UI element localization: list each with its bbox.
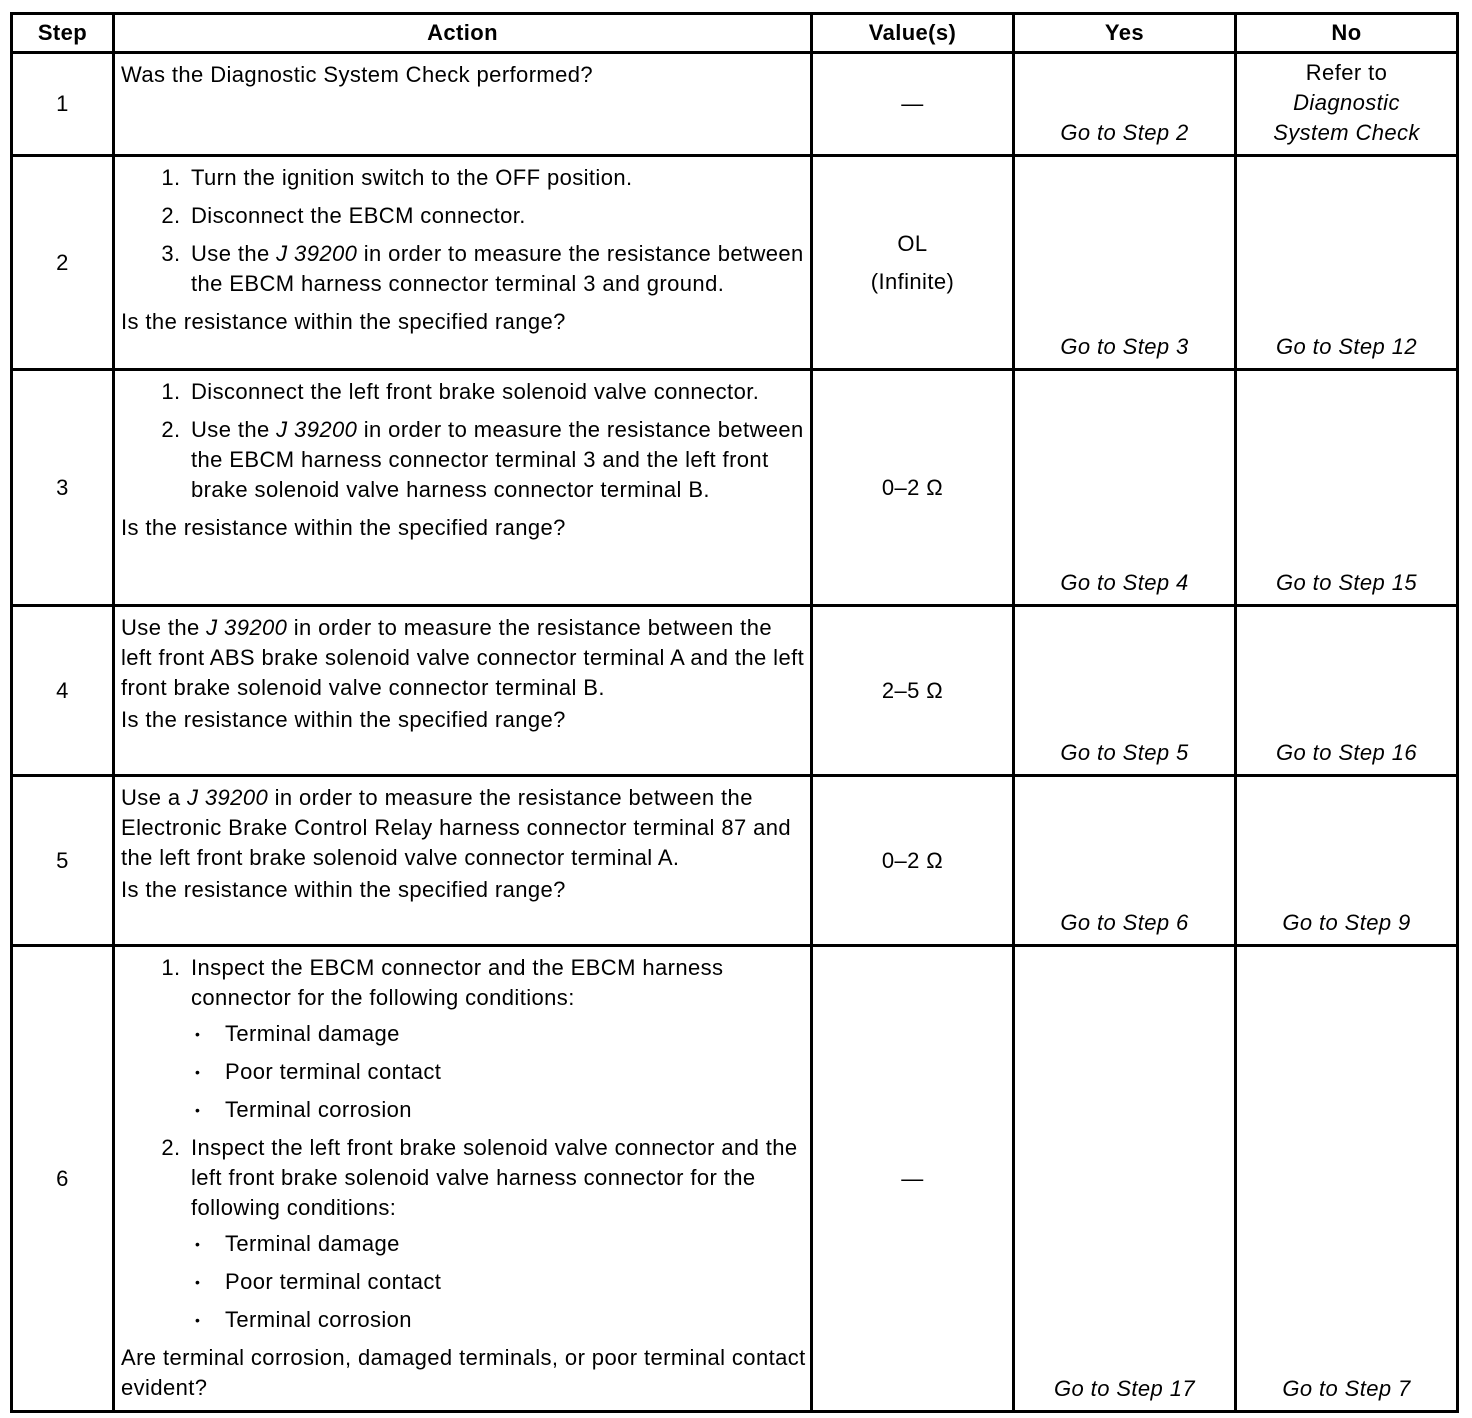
no-cell: Go to Step 12 [1236, 156, 1458, 370]
condition-item: • Terminal damage [221, 1229, 806, 1259]
condition-item: • Poor terminal contact [221, 1057, 806, 1087]
no-cell: Go to Step 9 [1236, 776, 1458, 946]
header-values: Value(s) [812, 14, 1014, 53]
instruction-post: in order to measure the resistance between the EBCM harness connector terminal 3 and ground. [191, 241, 804, 296]
step-number: 4 [12, 606, 114, 776]
yes-cell: Go to Step 5 [1014, 606, 1236, 776]
question-text: Was the Diagnostic System Check performed? [121, 62, 594, 87]
condition-list [191, 1019, 806, 1125]
instruction-text: Inspect the left front brake solenoid valve connector and the left front brake solenoid valve harness connector for the following conditions: [191, 1135, 798, 1220]
condition-item: • Terminal corrosion [221, 1095, 806, 1125]
instruction-list [121, 953, 806, 1335]
no-cell [1236, 53, 1458, 156]
action-cell [114, 53, 812, 156]
instruction-item [187, 953, 806, 1125]
tool-name: J 39200 [276, 417, 358, 442]
value-cell: 0–2 Ω [812, 370, 1014, 606]
instruction-item [187, 415, 806, 505]
value-line: OL [897, 230, 928, 256]
instruction-item [187, 1133, 806, 1335]
tool-name: J 39200 [187, 785, 269, 810]
header-row [12, 14, 1458, 53]
no-cell: Go to Step 7 [1236, 946, 1458, 1412]
question-text: Is the resistance within the specified range? [121, 309, 566, 334]
table-row-step-1 [12, 53, 1458, 156]
condition-item: • Terminal damage [221, 1019, 806, 1049]
instruction-post: in order to measure the resistance between the left front ABS brake solenoid valve connector terminal A and the left front brake solenoid valve connector terminal B. [121, 615, 805, 700]
header-action: Action [114, 14, 812, 53]
question-text: Is the resistance within the specified range? [121, 515, 566, 540]
diagnostic-table [10, 12, 1459, 1413]
no-prefix: Refer to [1305, 60, 1388, 85]
instruction-item: 2. Disconnect the EBCM connector. [187, 201, 806, 231]
table-row-step-2 [12, 156, 1458, 370]
instruction-pre: Use the [121, 615, 200, 640]
condition-item: • Poor terminal contact [221, 1267, 806, 1297]
yes-cell: Go to Step 6 [1014, 776, 1236, 946]
header-yes: Yes [1014, 14, 1236, 53]
table-row-step-4 [12, 606, 1458, 776]
no-cell: Go to Step 15 [1236, 370, 1458, 606]
yes-cell: Go to Step 4 [1014, 370, 1236, 606]
instruction-post: in order to measure the resistance between the Electronic Brake Control Relay harness connector terminal 87 and the left front brake solenoid valve connector terminal A. [121, 785, 792, 870]
instruction-pre: Use the [191, 241, 270, 266]
header-step: Step [12, 14, 114, 53]
instruction-text [121, 783, 806, 873]
instruction-item: 1. Disconnect the left front brake solenoid valve connector. [187, 377, 806, 407]
step-number: 2 [12, 156, 114, 370]
no-link-system-check: System Check [1273, 120, 1420, 145]
value-cell [812, 156, 1014, 370]
value-cell: — [812, 946, 1014, 1412]
yes-cell: Go to Step 3 [1014, 156, 1236, 370]
value-line: (Infinite) [870, 268, 955, 294]
instruction-list [121, 377, 806, 505]
instruction-text: Inspect the EBCM connector and the EBCM harness connector for the following conditions: [191, 955, 724, 1010]
condition-item: • Terminal corrosion [221, 1305, 806, 1335]
header-no: No [1236, 14, 1458, 53]
question-text: Is the resistance within the specified range? [121, 707, 566, 732]
value-cell: 0–2 Ω [812, 776, 1014, 946]
condition-list [191, 1229, 806, 1335]
action-cell [114, 946, 812, 1412]
instruction-post: in order to measure the resistance between the EBCM harness connector terminal 3 and the left front brake solenoid valve harness connector terminal B. [191, 417, 804, 502]
value-cell: 2–5 Ω [812, 606, 1014, 776]
instruction-item [187, 239, 806, 299]
table-row-step-6 [12, 946, 1458, 1412]
action-cell [114, 776, 812, 946]
step-number: 6 [12, 946, 114, 1412]
tool-name: J 39200 [206, 615, 288, 640]
question-text: Is the resistance within the specified range? [121, 877, 566, 902]
no-link-diagnostic: Diagnostic [1293, 90, 1400, 115]
table-row-step-3 [12, 370, 1458, 606]
instruction-text [121, 613, 806, 703]
instruction-pre: Use the [191, 417, 270, 442]
value-cell: — [812, 53, 1014, 156]
tool-name: J 39200 [276, 241, 358, 266]
yes-cell: Go to Step 2 [1014, 53, 1236, 156]
step-number: 1 [12, 53, 114, 156]
step-number: 3 [12, 370, 114, 606]
question-text: Are terminal corrosion, damaged terminals, or poor terminal contact evident? [121, 1345, 806, 1400]
instruction-list [121, 163, 806, 299]
action-cell [114, 156, 812, 370]
yes-cell: Go to Step 17 [1014, 946, 1236, 1412]
action-cell [114, 370, 812, 606]
no-cell: Go to Step 16 [1236, 606, 1458, 776]
instruction-pre: Use a [121, 785, 181, 810]
action-cell [114, 606, 812, 776]
instruction-item: 1. Turn the ignition switch to the OFF position. [187, 163, 806, 193]
table-row-step-5 [12, 776, 1458, 946]
step-number: 5 [12, 776, 114, 946]
